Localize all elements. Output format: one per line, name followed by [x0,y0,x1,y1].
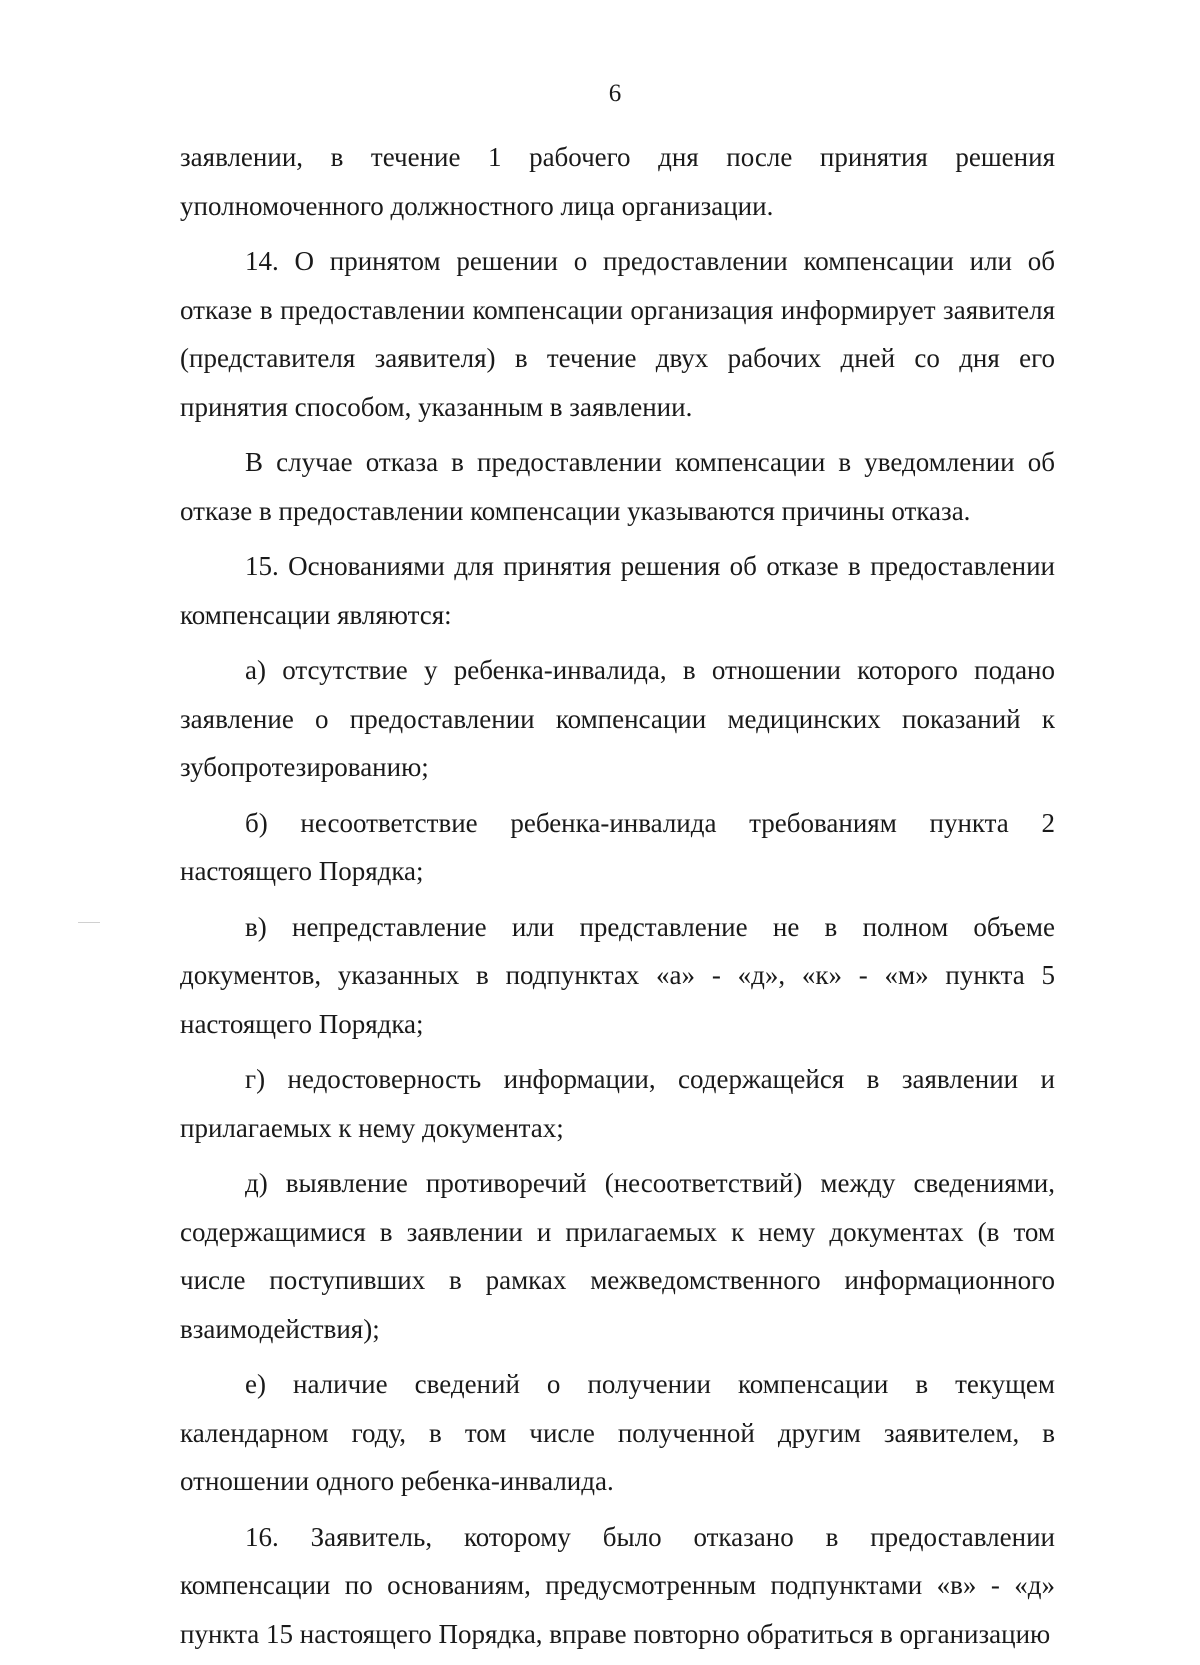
paragraph-item-14: 14. О принятом решении о предоставлении компенсации или об отказе в предоставлении компенсации организация информирует заявителя (представителя заявителя) в течение двух рабочих дней со дня его принятия способом, указанным в заявлении. [180,246,1055,422]
scan-artifact-line [78,922,100,923]
page-number: 6 [608,80,622,107]
subitem-g: г) недостоверность информации, содержащейся в заявлении и прилагаемых к нему документах; [180,1064,1055,1143]
subitem-d: д) выявление противоречий (несоответствий) между сведениями, содержащимися в заявлении и прилагаемых к нему документах (в том числе поступивших в рамках межведомственного информационного взаимодействия); [180,1168,1055,1344]
subitem-v: в) непредставление или представление не в полном объеме документов, указанных в подпунктах «а» - «д», «к» - «м» пункта 5 настоящего Порядка; [180,911,1055,1039]
paragraph-refusal-reasons: В случае отказа в предоставлении компенсации в уведомлении об отказе в предоставлении компенсации указываются причины отказа. [180,447,1055,526]
subitem-b: б) несоответствие ребенка-инвалида требованиям пункта 2 настоящего Порядка; [180,807,1055,886]
paragraph-item-16: 16. Заявитель, которому было отказано в предоставлении компенсации по основаниям, предусмотренным подпунктами «в» - «д» пункта 15 настоящего Порядка, вправе повторно обратиться в организацию [180,1521,1055,1649]
paragraph-item-15: 15. Основаниями для принятия решения об отказе в предоставлении компенсации являются: [180,551,1055,630]
subitem-a: а) отсутствие у ребенка-инвалида, в отношении которого подано заявление о предоставлении компенсации медицинских показаний к зубопротезированию; [180,655,1055,782]
document-body [180,133,1055,1665]
paragraph-continuation: заявлении, в течение 1 рабочего дня после принятия решения уполномоченного должностного лица организации. [180,142,1055,221]
subitem-e: е) наличие сведений о получении компенсации в текущем календарном году, в том числе полученной другим заявителем, в отношении одного ребенка-инвалида. [180,1369,1055,1496]
